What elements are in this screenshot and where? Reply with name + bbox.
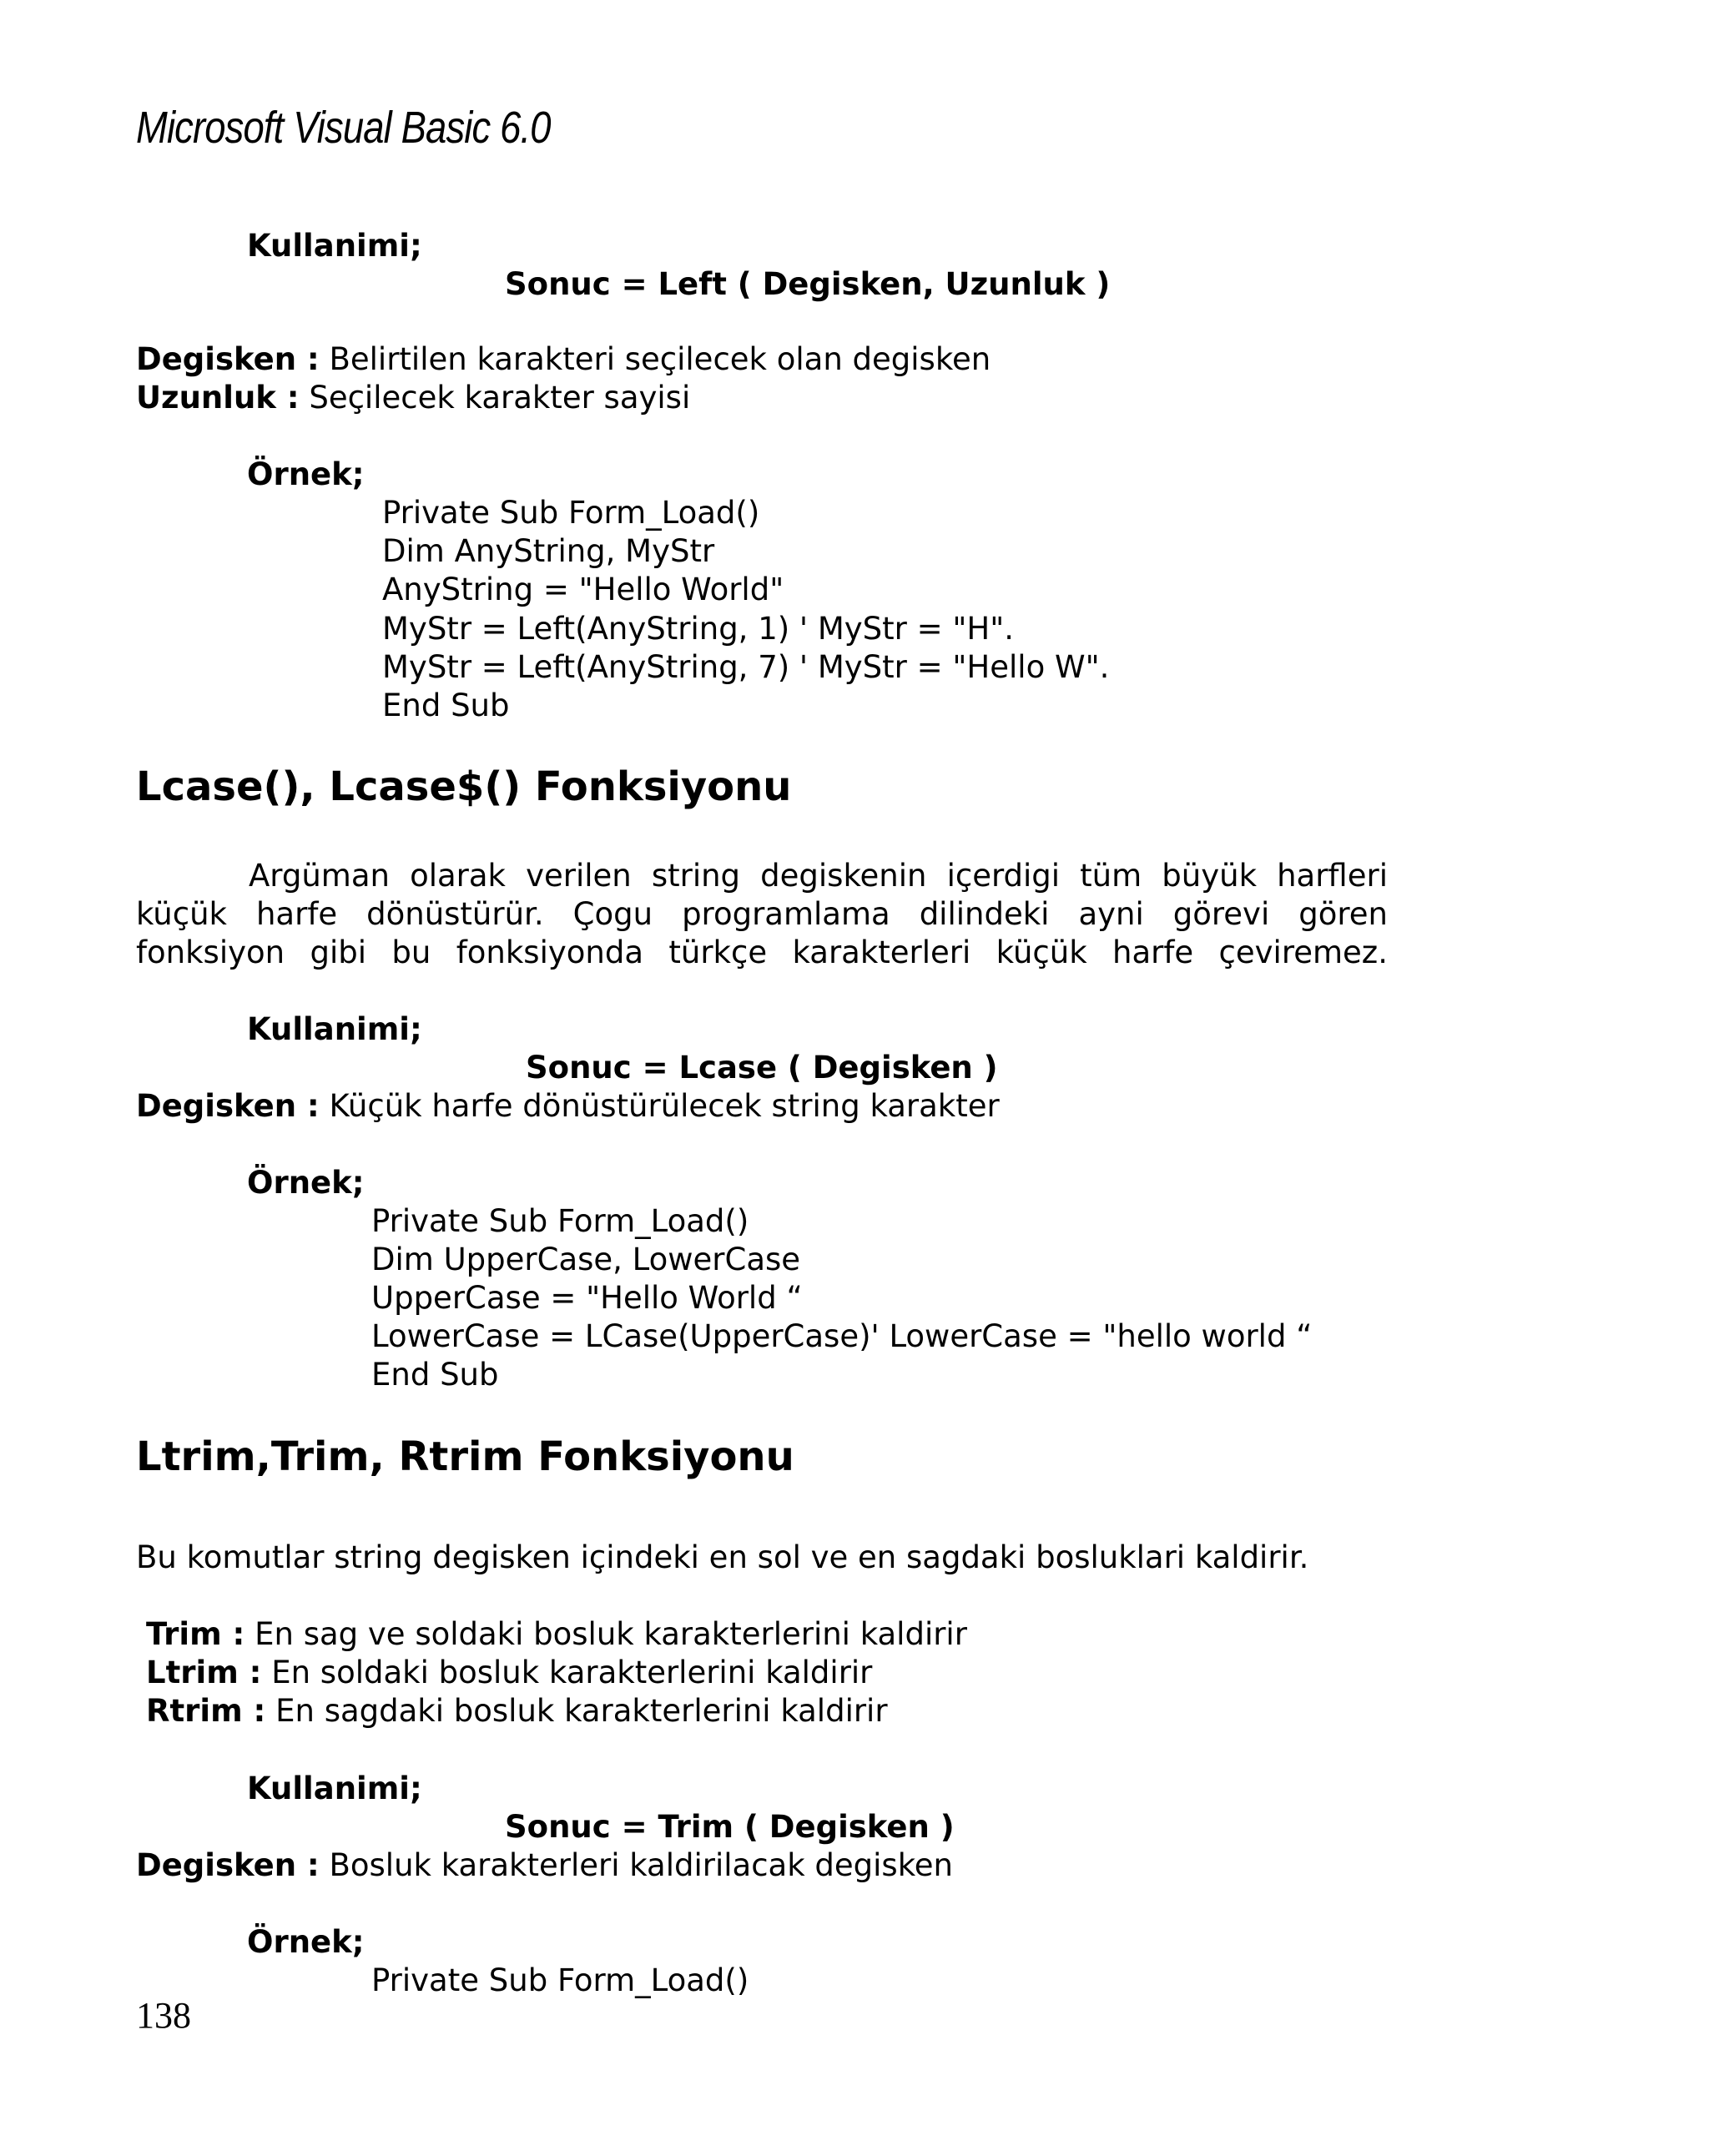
code-line: End Sub	[371, 1357, 499, 1393]
param-name: Ltrim :	[146, 1655, 262, 1690]
param-desc: Belirtilen karakteri seçilecek olan degisken	[319, 341, 991, 377]
syntax-line: Sonuc = Trim ( Degisken )	[505, 1809, 955, 1845]
page-number: 138	[136, 1995, 191, 2036]
code-line: Dim AnyString, MyStr	[382, 533, 715, 569]
param-row	[136, 1087, 1000, 1126]
code-line: AnyString = "Hello World"	[382, 572, 784, 607]
param-name: Degisken :	[136, 341, 320, 377]
param-row	[136, 340, 991, 379]
code-line: MyStr = Left(AnyString, 7) ' MyStr = "Hello W".	[382, 649, 1110, 685]
param-row	[146, 1615, 967, 1654]
paragraph	[136, 857, 1388, 972]
usage-label: Kullanimi;	[247, 1011, 422, 1047]
syntax-line: Sonuc = Lcase ( Degisken )	[526, 1050, 998, 1086]
code-line: MyStr = Left(AnyString, 1) ' MyStr = "H".	[382, 611, 1015, 647]
running-header: Microsoft Visual Basic 6.0	[136, 103, 551, 153]
param-row	[146, 1692, 888, 1730]
param-name: Degisken :	[136, 1088, 320, 1124]
param-row	[136, 1846, 953, 1885]
section-heading: Ltrim,Trim, Rtrim Fonksiyonu	[136, 1433, 794, 1480]
code-line: End Sub	[382, 688, 510, 723]
param-desc: En sag ve soldaki bosluk karakterlerini kaldirir	[245, 1616, 967, 1652]
example-label: Örnek;	[247, 1924, 365, 1960]
paragraph: Bu komutlar string degisken içindeki en sol ve en sagdaki bosluklari kaldirir.	[136, 1539, 1309, 1575]
code-line: UpperCase = "Hello World “	[371, 1280, 803, 1316]
param-desc: Bosluk karakterleri kaldirilacak degisken	[319, 1847, 954, 1883]
param-name: Trim :	[146, 1616, 245, 1652]
paragraph-line: fonksiyon gibi bu fonksiyonda türkçe karakterleri küçük harfe çeviremez.	[136, 934, 1388, 970]
paragraph-line: Argüman olarak verilen string degiskenin içerdigi tüm büyük harfleri	[249, 858, 1388, 894]
param-desc: En sagdaki bosluk karakterlerini kaldirir	[265, 1693, 888, 1729]
param-desc: En soldaki bosluk karakterlerini kaldirir	[261, 1655, 873, 1690]
param-desc: Küçük harfe dönüstürülecek string karakter	[319, 1088, 1000, 1124]
usage-label: Kullanimi;	[247, 1771, 422, 1806]
example-label: Örnek;	[247, 456, 365, 492]
syntax-line: Sonuc = Left ( Degisken, Uzunluk )	[505, 266, 1111, 302]
section-heading: Lcase(), Lcase$() Fonksiyonu	[136, 763, 792, 810]
code-line: Dim UpperCase, LowerCase	[371, 1242, 801, 1277]
code-line: LowerCase = LCase(UpperCase)' LowerCase = "hello world “	[371, 1318, 1313, 1354]
paragraph-line: küçük harfe dönüstürür. Çogu programlama dilindeki ayni görevi gören	[136, 896, 1388, 932]
param-row	[146, 1654, 872, 1692]
usage-label: Kullanimi;	[247, 228, 422, 264]
param-name: Rtrim :	[146, 1693, 266, 1729]
example-label: Örnek;	[247, 1165, 365, 1201]
code-line: Private Sub Form_Load()	[371, 1203, 749, 1239]
param-name: Uzunluk :	[136, 380, 300, 416]
param-desc: Seçilecek karakter sayisi	[299, 380, 691, 416]
code-line: Private Sub Form_Load()	[371, 1962, 749, 1998]
param-name: Degisken :	[136, 1847, 320, 1883]
code-line: Private Sub Form_Load()	[382, 495, 760, 531]
param-row	[136, 379, 690, 417]
